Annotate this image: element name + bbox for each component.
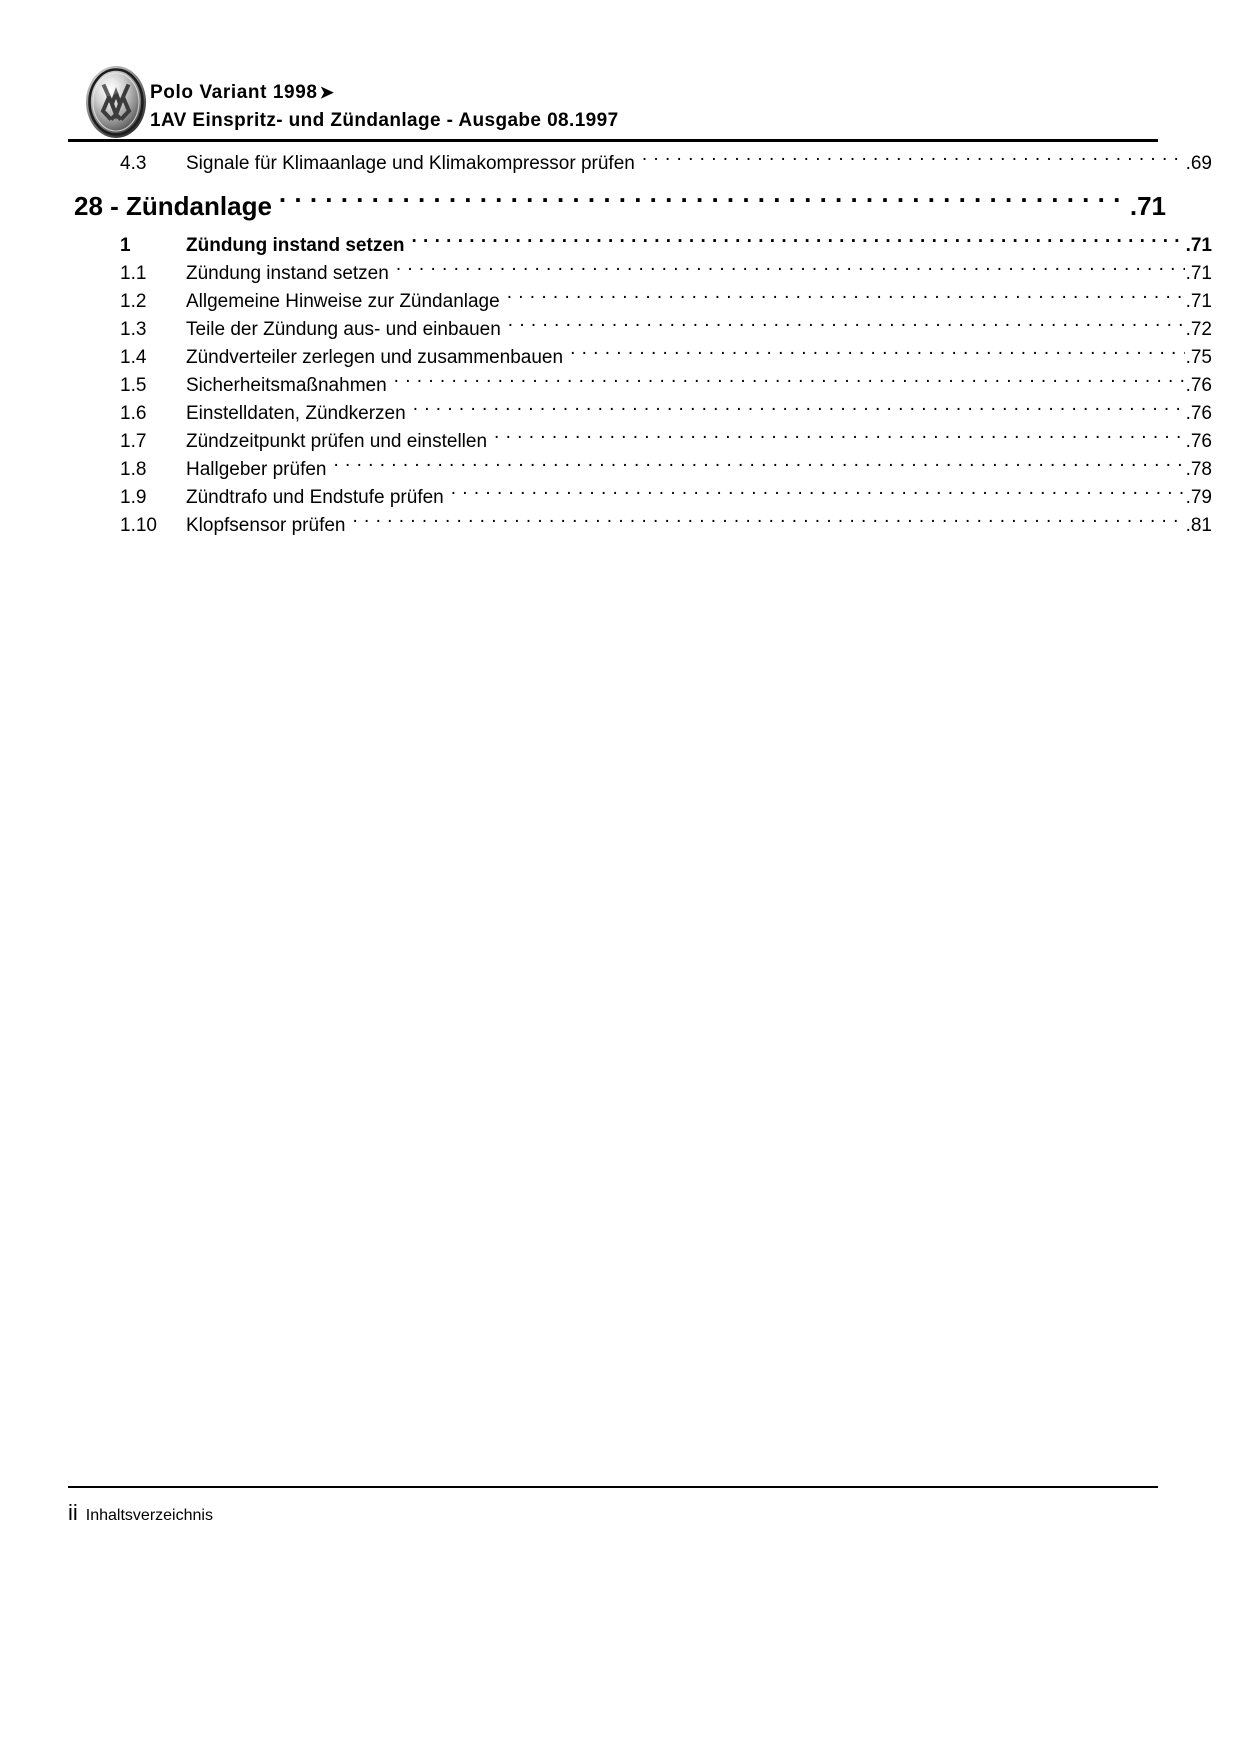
toc-entry-number: 4.3: [120, 153, 147, 174]
toc-entry-number: 1.6: [120, 403, 147, 424]
toc-entry-page: .69: [1185, 153, 1212, 174]
toc-entry-label: Zündzeitpunkt prüfen und einstellen: [186, 431, 488, 452]
toc-entry-number: 1.3: [120, 319, 147, 340]
toc-entry-page: .71: [1185, 291, 1212, 312]
toc-entry-number: 1.2: [120, 291, 147, 312]
toc-chapter-heading[interactable]: [68, 184, 1166, 228]
toc-leader-dots: [507, 288, 1185, 307]
toc-entry[interactable]: [68, 400, 1212, 428]
toc-entry-label: Zündtrafo und Endstufe prüfen: [186, 487, 444, 508]
toc-entry-label: Zündverteiler zerlegen und zusammenbauen: [186, 347, 564, 368]
toc-entry-label: Einstelldaten, Zündkerzen: [186, 403, 406, 424]
toc-entry-label: Signale für Klimaanlage und Klimakompressor prüfen: [186, 153, 635, 174]
toc-leader-dots: [642, 150, 1185, 169]
toc-leader-dots: [508, 316, 1185, 335]
footer-page-number: ii: [68, 1500, 78, 1525]
header-divider: [68, 139, 1158, 142]
toc-entry-page: .76: [1185, 403, 1212, 424]
toc-entry-label: Allgemeine Hinweise zur Zündanlage: [186, 291, 500, 312]
toc-chapter-label: 28 - Zündanlage: [74, 191, 272, 221]
toc-entry-label: Klopfsensor prüfen: [186, 515, 346, 536]
toc-entry[interactable]: [68, 456, 1212, 484]
page-footer: [68, 1500, 213, 1526]
toc-entry[interactable]: [68, 232, 1212, 260]
toc-entry-page: .75: [1185, 347, 1212, 368]
toc-leader-dots: [413, 400, 1185, 419]
toc-leader-dots: [494, 428, 1185, 447]
toc-entry[interactable]: [68, 428, 1212, 456]
table-of-contents: [68, 150, 1212, 540]
header-model-line: [150, 80, 619, 106]
toc-entry-number: 1: [120, 235, 131, 256]
toc-leader-dots: [570, 344, 1185, 363]
footer-divider: [68, 1486, 1158, 1488]
toc-chapter-page: .71: [1129, 191, 1166, 221]
toc-entry-number: 1.4: [120, 347, 147, 368]
toc-leader-dots: [353, 512, 1185, 531]
header-subtitle-line: 1AV Einspritz- und Zündanlage - Ausgabe 08.1997: [150, 110, 619, 131]
footer-label: Inhaltsverzeichnis: [85, 1507, 213, 1524]
toc-leader-dots: [412, 232, 1185, 251]
toc-entry-page: .71: [1185, 235, 1212, 256]
toc-entry-number: 1.10: [120, 515, 157, 536]
toc-entry-label: Teile der Zündung aus- und einbauen: [186, 319, 501, 340]
toc-leader-dots: [279, 189, 1129, 215]
toc-leader-dots: [333, 456, 1184, 475]
toc-entry[interactable]: [68, 512, 1212, 540]
toc-entry[interactable]: [68, 372, 1212, 400]
toc-leader-dots: [396, 260, 1185, 279]
header-titles: [150, 80, 619, 134]
arrow-right-icon: ➤: [319, 83, 335, 102]
toc-entry-page: .79: [1185, 487, 1212, 508]
toc-leader-dots: [394, 372, 1185, 391]
toc-entry[interactable]: [68, 484, 1212, 512]
toc-entry-page: .72: [1185, 319, 1212, 340]
toc-entry-number: 1.1: [120, 263, 147, 284]
toc-leader-dots: [451, 484, 1185, 503]
toc-entry-number: 1.5: [120, 375, 147, 396]
toc-entry-label: Hallgeber prüfen: [186, 459, 327, 480]
toc-entry[interactable]: [68, 150, 1212, 178]
toc-entry[interactable]: [68, 260, 1212, 288]
toc-entry-label: Sicherheitsmaßnahmen: [186, 375, 387, 396]
toc-entry[interactable]: [68, 316, 1212, 344]
toc-entry-number: 1.9: [120, 487, 147, 508]
vw-logo-icon: [78, 64, 154, 140]
toc-entry-label: Zündung instand setzen: [186, 263, 389, 284]
toc-entry-page: .78: [1185, 459, 1212, 480]
toc-entry[interactable]: [68, 344, 1212, 372]
header-model-text: Polo Variant 1998: [150, 82, 318, 103]
toc-entry-page: .76: [1185, 375, 1212, 396]
toc-entry[interactable]: [68, 288, 1212, 316]
toc-entry-page: .71: [1185, 263, 1212, 284]
toc-entry-page: .76: [1185, 431, 1212, 452]
page-header: [78, 62, 1160, 146]
toc-entry-number: 1.8: [120, 459, 147, 480]
toc-entry-number: 1.7: [120, 431, 147, 452]
toc-entry-page: .81: [1185, 515, 1212, 536]
toc-entry-label: Zündung instand setzen: [186, 235, 405, 256]
